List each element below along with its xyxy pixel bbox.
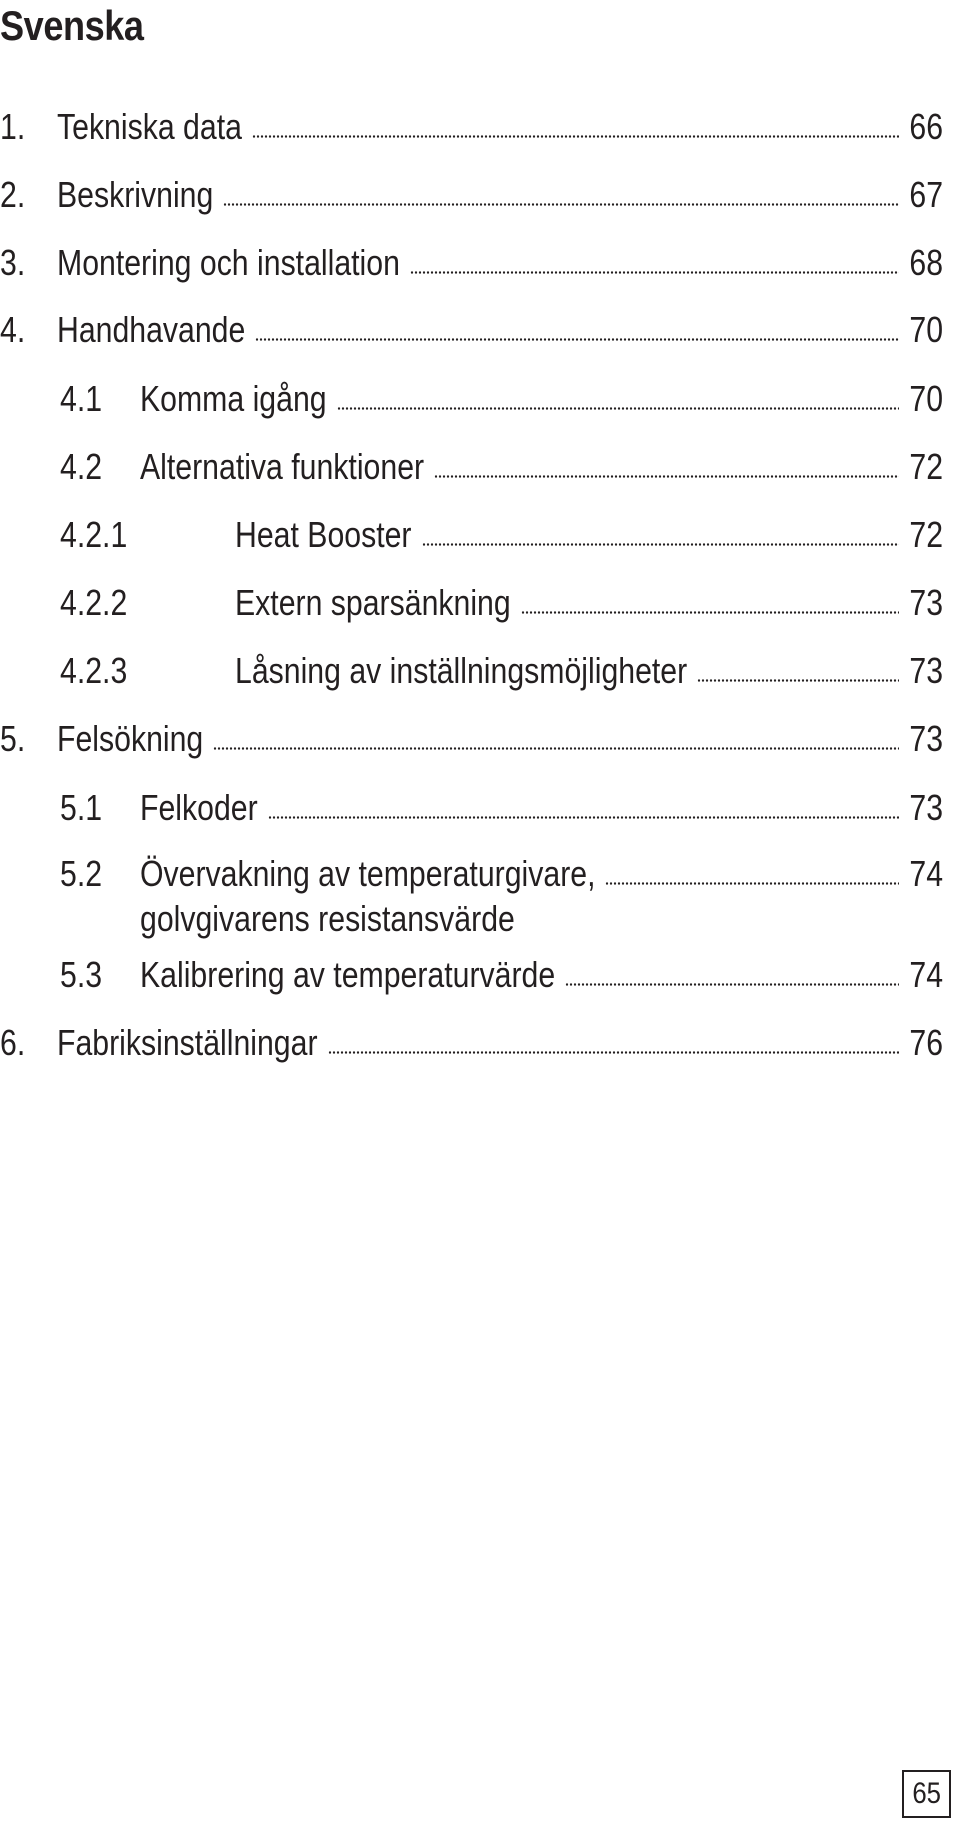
toc-entry-title: Tekniska data xyxy=(57,106,242,147)
toc-entry-page: 68 xyxy=(909,242,943,283)
toc-entry-page: 76 xyxy=(909,1022,943,1063)
toc-leader-dots xyxy=(605,882,899,885)
toc-entry[interactable] xyxy=(0,104,943,150)
toc-leader-dots xyxy=(434,475,899,478)
toc-leader-dots xyxy=(255,338,899,341)
toc-entry-title: Felkoder xyxy=(140,787,258,828)
toc-entry-number: 4.2.1 xyxy=(60,514,128,555)
toc-entry[interactable] xyxy=(0,952,943,998)
toc-entry-number: 3. xyxy=(0,242,26,283)
toc-entry-number: 4.2.2 xyxy=(60,582,128,623)
page-number-box xyxy=(902,1770,951,1818)
toc-entry-page: 73 xyxy=(909,718,943,759)
toc-entry[interactable] xyxy=(0,851,943,897)
toc-entry-page: 67 xyxy=(909,174,943,215)
toc-entry-title: Heat Booster xyxy=(235,514,412,555)
toc-entry-title: Handhavande xyxy=(57,309,246,350)
toc-entry-page: 73 xyxy=(909,650,943,691)
toc-entry-title: Fabriksinställningar xyxy=(57,1022,318,1063)
toc-entry[interactable] xyxy=(0,240,943,286)
toc-entry-number: 5.3 xyxy=(60,954,103,995)
toc-entry-number: 5.2 xyxy=(60,853,103,894)
toc-entry-title: Extern sparsänkning xyxy=(235,582,511,623)
toc-entry-number: 6. xyxy=(0,1022,26,1063)
toc-entry[interactable] xyxy=(0,716,943,762)
toc-entry-number: 4. xyxy=(0,309,26,350)
toc-leader-dots xyxy=(328,1051,900,1054)
toc-leader-dots xyxy=(521,611,900,614)
toc-entry-title: Beskrivning xyxy=(57,174,214,215)
toc-leader-dots xyxy=(268,816,900,819)
toc-entry[interactable] xyxy=(0,1020,943,1066)
toc-entry[interactable] xyxy=(0,512,943,558)
toc-leader-dots xyxy=(697,679,899,682)
toc-entry-page: 72 xyxy=(909,446,943,487)
toc-entry-title: Kalibrering av temperaturvärde xyxy=(140,954,556,995)
toc-entry-page: 73 xyxy=(909,582,943,623)
toc-entry-page: 72 xyxy=(909,514,943,555)
toc-leader-dots xyxy=(422,543,900,546)
toc-entry[interactable] xyxy=(0,648,943,694)
toc-entry-number: 4.1 xyxy=(60,378,103,419)
toc-entry-page: 74 xyxy=(909,853,943,894)
toc-leader-dots xyxy=(213,747,899,750)
toc-entry-page: 66 xyxy=(909,106,943,147)
page-heading: Svenska xyxy=(0,2,144,49)
toc-entry-page: 70 xyxy=(909,309,943,350)
toc-leader-dots xyxy=(410,271,899,274)
toc-entry-title: Komma igång xyxy=(140,378,327,419)
toc-entry-title-continued: golvgivarens resistansvärde xyxy=(140,898,515,939)
toc-entry[interactable] xyxy=(0,172,943,218)
toc-leader-dots xyxy=(223,203,899,206)
toc-leader-dots xyxy=(565,983,899,986)
toc-entry-title: Övervakning av temperaturgivare, xyxy=(140,853,596,894)
toc-entry[interactable] xyxy=(0,785,943,831)
toc-entry-page: 73 xyxy=(909,787,943,828)
toc-leader-dots xyxy=(337,407,900,410)
toc-entry-page: 74 xyxy=(909,954,943,995)
toc-entry[interactable] xyxy=(0,580,943,626)
toc-entry-page: 70 xyxy=(909,378,943,419)
toc-entry-title: Felsökning xyxy=(57,718,204,759)
toc-entry-title: Montering och installation xyxy=(57,242,400,283)
toc-entry-number: 1. xyxy=(0,106,26,147)
toc-entry-number: 4.2 xyxy=(60,446,103,487)
toc-entry[interactable] xyxy=(0,444,943,490)
toc-entry-number: 4.2.3 xyxy=(60,650,128,691)
toc-entry[interactable] xyxy=(0,376,943,422)
page-number: 65 xyxy=(912,1777,941,1810)
toc-entry[interactable] xyxy=(0,307,943,353)
toc-entry-number: 5. xyxy=(0,718,26,759)
toc-leader-dots xyxy=(252,135,899,138)
toc-entry-number: 2. xyxy=(0,174,26,215)
toc-entry-title: Låsning av inställningsmöjligheter xyxy=(235,650,688,691)
toc-entry-title: Alternativa funktioner xyxy=(140,446,425,487)
toc-entry-number: 5.1 xyxy=(60,787,103,828)
